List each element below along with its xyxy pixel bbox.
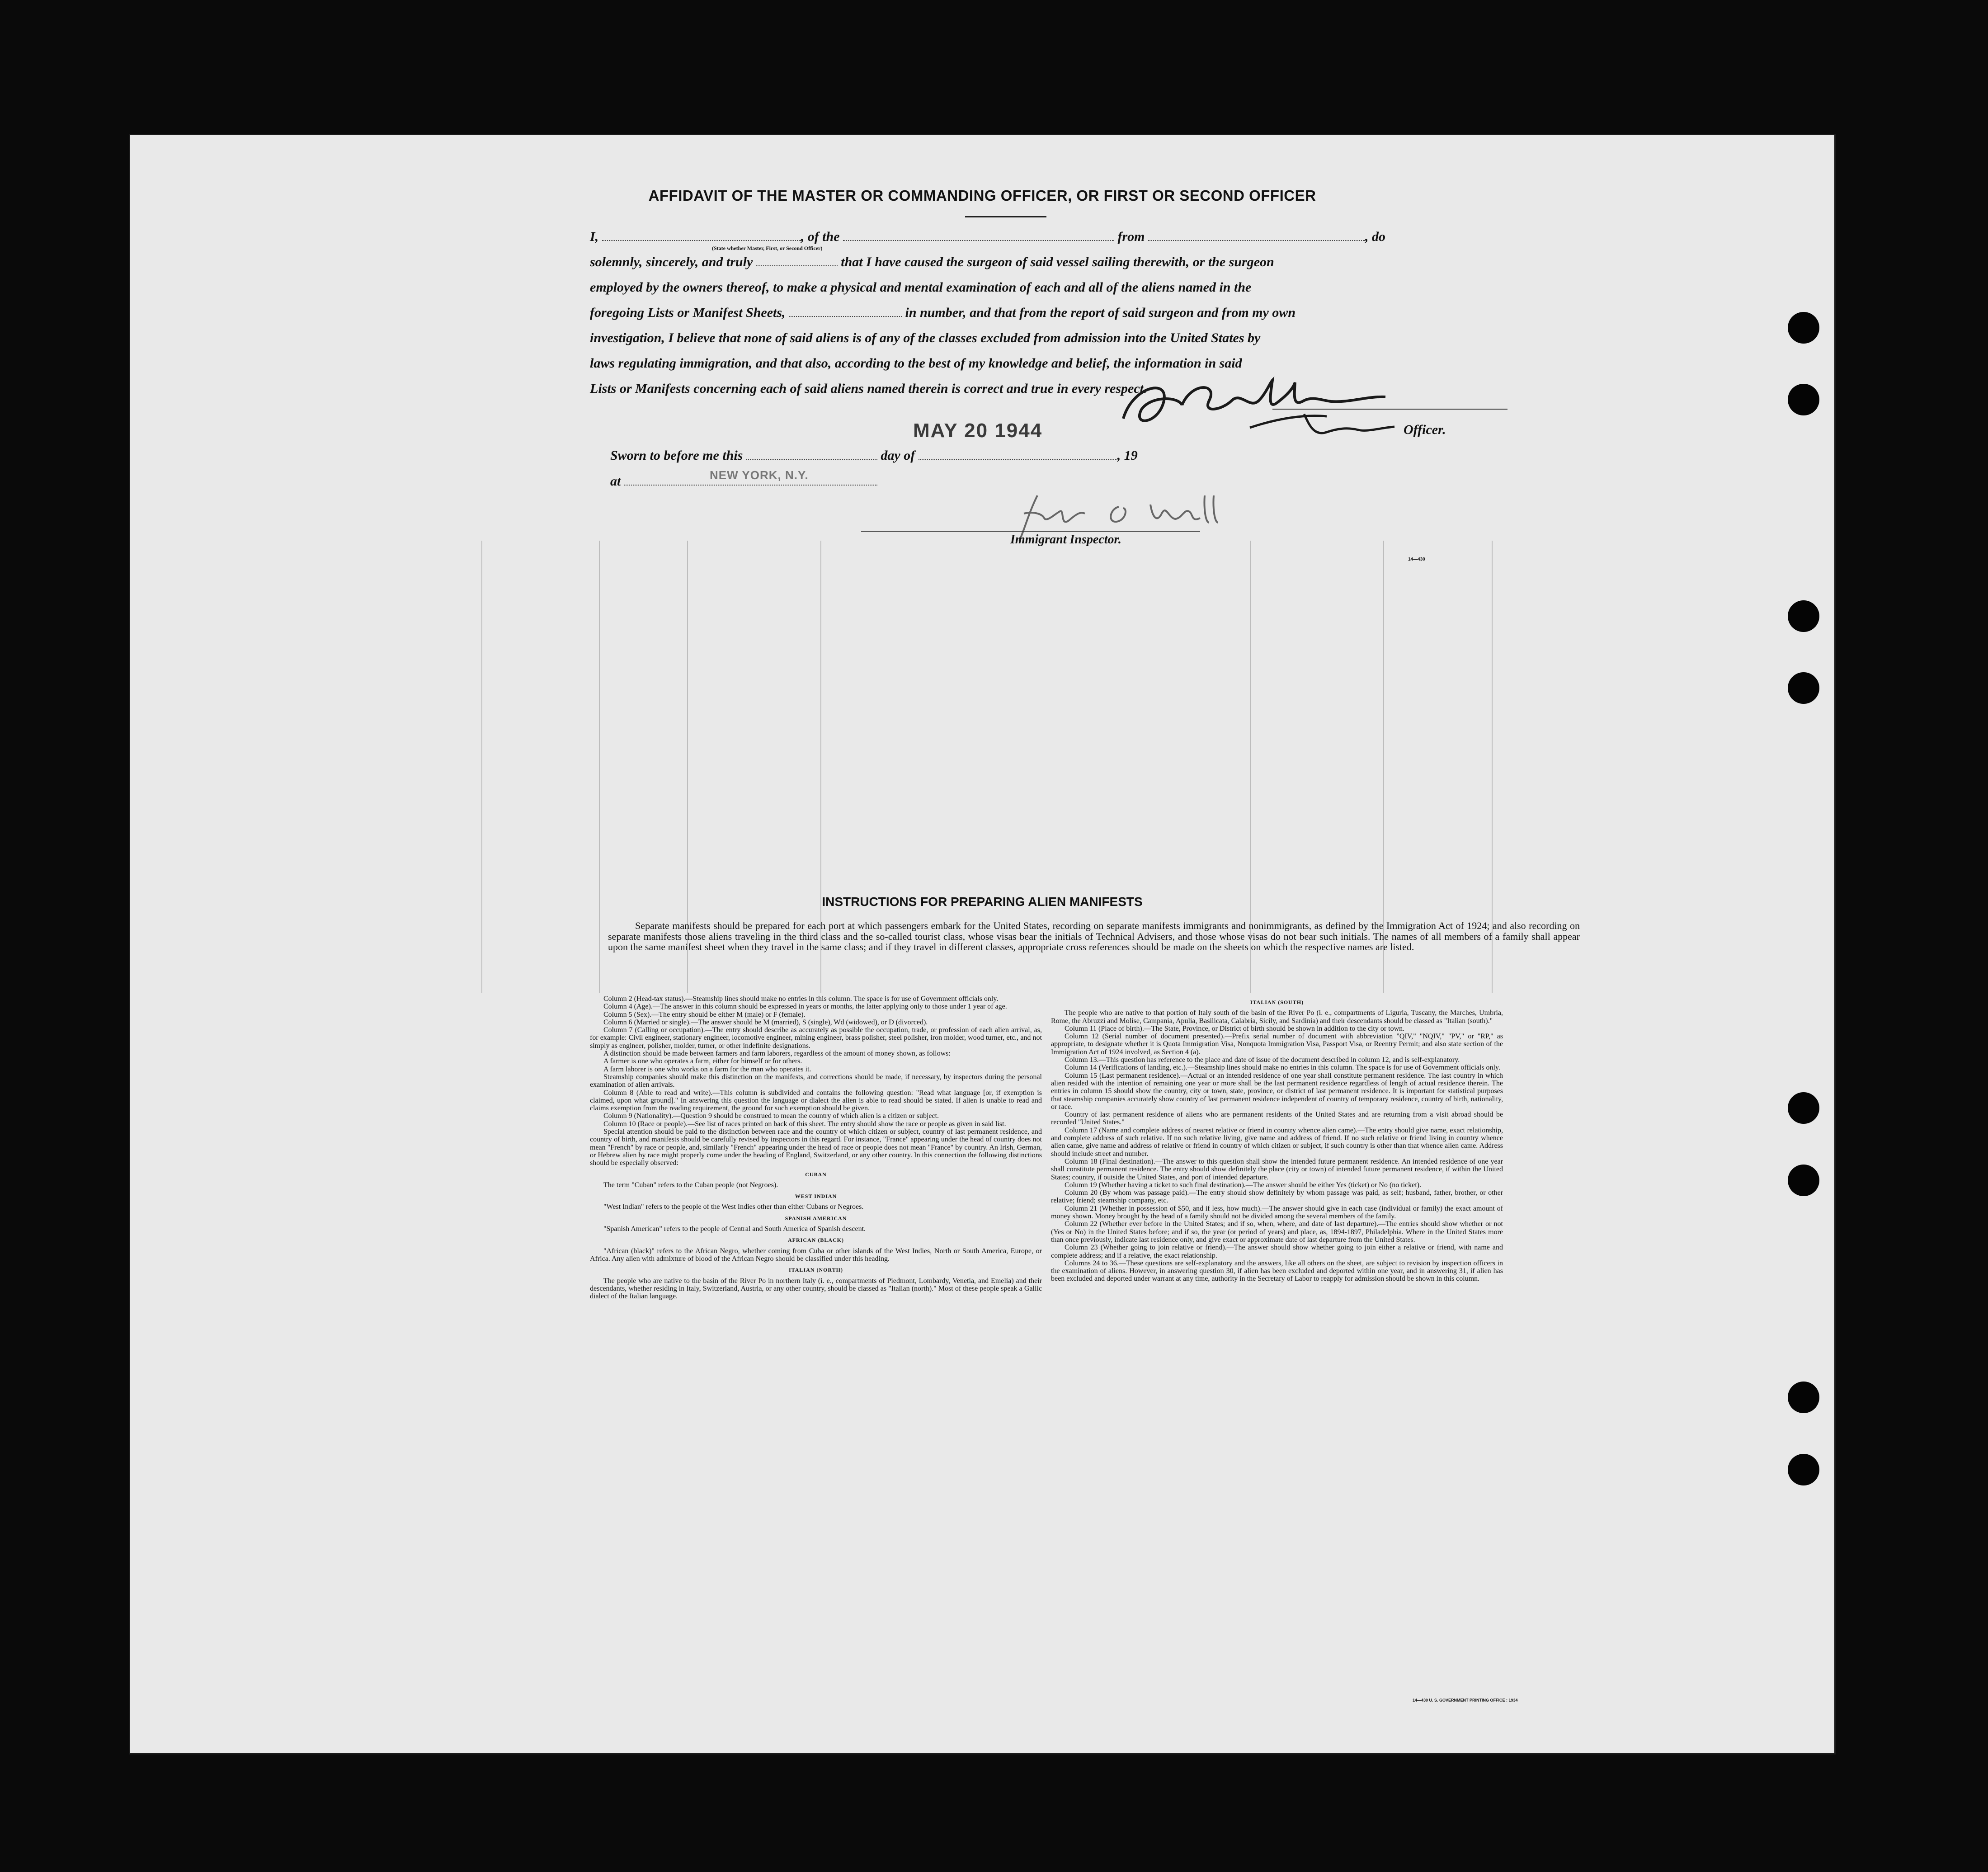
section-text: The people who are native to the basin of the River Po in northern Italy (i. e., compartments of Piedmont, Lombardy, Venetia, and Emelia) and their descendants, whether residing in Italy, Switzerland, Austria, or any other country, should be classed as "Italian (north)." Most of these people speak a Gallic dialect of the Italian language.	[590, 1277, 1042, 1301]
manifest-sheet	[129, 134, 1836, 1754]
instruction-paragraph: Country of last permanent residence of aliens who are permanent residents of the United States and are returning from a visit abroad should be recorded "United States."	[1051, 1111, 1503, 1127]
punch-hole	[1788, 1454, 1819, 1485]
blank-place	[624, 485, 877, 486]
master-signature	[1114, 369, 1512, 446]
officer-label: Officer.	[1404, 422, 1446, 437]
instruction-paragraph: Column 20 (By whom was passage paid).—The entry should show definitely by whom passage was paid, as self; husband, father, brother, or other relative; friend; steamship company, etc.	[1051, 1189, 1503, 1205]
instruction-paragraph: Column 19 (Whether having a ticket to such final destination).—The answer should be either Yes (ticket) or No (no ticket).	[1065, 1181, 1422, 1189]
instruction-paragraph: Column 22 (Whether ever before in the United States; and if so, when, where, and date of last departure).—The entries should show whether or not (Yes or No) in the United States before; and if so, the year (or period of years) and place, as, 1894-1897, Philadelphia. Where in the United States more than once previously, indicate last residence only, and give exact or approximate date of last departure from the United States.	[1051, 1220, 1503, 1244]
text-day-of: day of	[881, 448, 915, 463]
punch-hole	[1788, 312, 1819, 344]
title-rule	[965, 216, 1046, 217]
instruction-paragraph: Column 8 (Able to read and write).—This column is subdivided and contains the following question: "Read what language [or, if exemption is claimed, upon what ground]." In answering this question the language or dialect the alien is able to read should be stated. If alien is unable to read and claims exemption from the reading requirement, the ground for such exemption should be given.	[590, 1089, 1042, 1113]
officer-note: (State whether Master, First, or Second Officer)	[712, 245, 823, 251]
instruction-paragraph: Column 2 (Head-tax status).—Steamship lines should make no entries in this column. The space is for use of Government officials only.	[603, 995, 999, 1003]
text-year: , 19	[1117, 448, 1138, 463]
text-sworn: Sworn to before me this	[610, 448, 743, 463]
affidavit-line-2	[590, 250, 1584, 275]
instructions-right-column	[1051, 995, 1503, 1283]
section-heading: CUBAN	[805, 1171, 827, 1178]
section-text: "Spanish American" refers to the people of Central and South America of Spanish descent.	[603, 1225, 866, 1233]
affidavit-line-3: employed by the owners thereof, to make a physical and mental examination of each and all of the aliens named in the	[590, 280, 1252, 295]
punch-hole	[1788, 1165, 1819, 1196]
instruction-paragraph: Special attention should be paid to the distinction between race and the country of which citizen or subject, country of last permanent residence, and country of birth, and manifests should be carefully revised by inspectors in this regard. For instance, "France" appearing under the head of country does not mean "French" by race or people, and, similarly "French" appearing under the head of race or people does not mean "France" by country. An Irish, German, or Hebrew alien by race might properly come under the heading of England, Switzerland, or any other country. In this connection the following distinctions should be especially observed:	[590, 1128, 1042, 1167]
date-stamp: MAY 20 1944	[913, 420, 1043, 442]
ruled-line	[599, 541, 600, 993]
form-number: 14—430	[1408, 557, 1425, 562]
instruction-paragraph: Column 13.—This question has reference to the place and date of issue of the document described in column 12, and is self-explanatory.	[1065, 1056, 1460, 1064]
section-heading: SPANISH AMERICAN	[785, 1215, 847, 1221]
affidavit-line-6: laws regulating immigration, and that also, according to the best of my knowledge and belief, the information in said	[590, 356, 1242, 371]
instruction-paragraph: Column 9 (Nationality).—Question 9 should be construed to mean the country of which alien is a citizen or subject.	[603, 1112, 939, 1120]
punch-hole	[1788, 384, 1819, 415]
instructions-title: INSTRUCTIONS FOR PREPARING ALIEN MANIFESTS	[822, 895, 1143, 909]
instruction-paragraph: Column 11 (Place of birth).—The State, Province, or District of birth should be shown in addition to the city or town.	[1065, 1024, 1405, 1033]
section-heading: ITALIAN (NORTH)	[788, 1267, 843, 1273]
instruction-paragraph: Column 14 (Verifications of landing, etc.).—Steamship lines should make no entries in this column. The space is for use of Government officials only.	[1065, 1064, 1500, 1072]
instruction-paragraph: A distinction should be made between farmers and farm laborers, regardless of the amount of money shown, as follows:	[603, 1050, 951, 1058]
section-text: "West Indian" refers to the people of the West Indies other than either Cubans or Negroes.	[603, 1203, 864, 1211]
instruction-paragraph: Steamship companies should make this distinction on the manifests, and corrections should be made, if necessary, by inspectors during the personal examination of alien arrivals.	[590, 1073, 1042, 1089]
inspector-signature-line	[861, 531, 1200, 532]
instruction-paragraph: Column 10 (Race or people).—See list of races printed on back of this sheet. The entry should show the race or people as given in said list.	[603, 1120, 1006, 1128]
blank-declare	[756, 265, 838, 266]
instruction-paragraph: The people who are native to that portion of Italy south of the basin of the River Po (i. e., compartments of Liguria, Tuscany, the Marches, Umbria, Rome, the Abruzzi and Molise, Campania, Apulia, Basilicata, Calabria, Sicily, and Sardinia) and their descendants should be classed as "Italian (south)."	[1051, 1009, 1503, 1025]
instruction-paragraph: Columns 24 to 36.—These questions are self-explanatory and the answers, like all others on the sheet, are subject to revision by inspection officers in the examination of aliens. However, in answering question 30, if alien has been excluded and deported within one year, and in answering 31, if alien has been excluded and deported under warrant at any time, authority in the Secretary of Labor to reapply for admission should be shown in this column.	[1051, 1259, 1503, 1283]
instruction-paragraph: Column 23 (Whether going to join relative or friend).—The answer should show whether going to join either a relative or friend, with name and complete address; and if a relative, the exact relationship.	[1051, 1244, 1503, 1259]
section-heading: WEST INDIAN	[795, 1193, 837, 1200]
affidavit-line-5: investigation, I believe that none of said aliens is of any of the classes excluded from admission into the United States by	[590, 330, 1261, 345]
printing-footer: 14—430 U. S. GOVERNMENT PRINTING OFFICE : 1934	[1413, 1698, 1518, 1702]
blank-officer	[602, 240, 801, 241]
instruction-paragraph: Column 6 (Married or single).—The answer should be M (married), S (single), Wd (widowed), or D (divorced).	[603, 1018, 928, 1026]
affidavit-title: AFFIDAVIT OF THE MASTER OR COMMANDING OFFICER, OR FIRST OR SECOND OFFICER	[648, 187, 1316, 204]
instruction-paragraph: Column 4 (Age).—The answer in this column should be expressed in years or months, the latter applying only to those under 1 year of age.	[603, 1003, 1007, 1011]
instructions-left-column	[590, 995, 1042, 1300]
blank-number	[789, 316, 902, 317]
place-stamp: NEW YORK, N.Y.	[710, 468, 809, 482]
instruction-paragraph: A farmer is one who operates a farm, either for himself or for others.	[603, 1057, 802, 1066]
instruction-paragraph: Column 15 (Last permanent residence).—Actual or an intended residence of one year shall constitute permanent residence. The last country in which alien resided with the intention of remaining one year or more shall be the last permanent residence regardless of length of actual residence therein. The entries in column 15 should show the country, city or town, state, province, or district of last permanent residence. It is important for statistical purposes that steamship companies accurately show country of last permanent residence independent of country of temporary residence, country of birth, nationality, or race.	[1051, 1071, 1503, 1111]
blank-vessel	[843, 240, 1114, 241]
punch-hole	[1788, 672, 1819, 704]
text-foregoing: foregoing Lists or Manifest Sheets,	[590, 305, 786, 320]
text-from: from	[1117, 229, 1145, 244]
instruction-paragraph: Column 7 (Calling or occupation).—The entry should describe as accurately as possible the occupation, trade, or profession of each alien arrival, as, for example: Civil engineer, stationary engineer, locomotive engineer, mining engineer, brass polisher, steel polisher, iron molder, wood turner, etc., and not simply as engineer, polisher, molder, turner, or other indefinite designations.	[590, 1026, 1042, 1050]
punch-hole	[1788, 1092, 1819, 1124]
text-in-number: in number, and that from the report of said surgeon and from my own	[905, 305, 1296, 320]
punch-hole	[1788, 1382, 1819, 1413]
instruction-paragraph: Column 18 (Final destination).—The answer to this question shall show the intended future permanent residence. An intended residence of one year shall constitute permanent residence. The entry should show definitely the place (city or town) of intended future permanent residence, if within the United States; country, if outside the United States, and port of intended departure.	[1051, 1157, 1503, 1181]
instruction-paragraph: Column 12 (Serial number of document presented).—Prefix serial number of document with abbreviation "QIV," "NQIV," "PV," or "RP," as appropriate, to designate whether it is Quota Immigration Visa, Nonquota Immigration Visa, Passport Visa, or Reentry Permit; and also state section of the Immigration Act of 1924 involved, as Section 4 (a).	[1051, 1033, 1503, 1056]
blank-month	[919, 459, 1117, 460]
instruction-paragraph: Column 21 (Whether in possession of $50, and if less, how much).—The answer should give in each case (individual or family) the exact amount of money shown. Money brought by the head of a family should not be divided among the several members of the family.	[1051, 1204, 1503, 1221]
text-do: , do	[1365, 229, 1386, 244]
text-of-the: , of the	[801, 229, 840, 244]
affidavit-line-4	[590, 300, 1584, 325]
ruled-line	[481, 541, 482, 993]
punch-hole	[1788, 600, 1819, 632]
section-text: "African (black)" refers to the African Negro, whether coming from Cuba or other islands of the West Indies, North or South America, Europe, or Africa. Any alien with admixture of blood of the African Negro should be classified under this heading.	[590, 1247, 1042, 1263]
section-text: The term "Cuban" refers to the Cuban people (not Negroes).	[603, 1181, 778, 1189]
blank-day	[746, 459, 877, 460]
affidavit-line-7: Lists or Manifests concerning each of said aliens named therein is correct and true in every respect.	[590, 381, 1147, 396]
section-heading: ITALIAN (SOUTH)	[1250, 999, 1304, 1005]
blank-port	[1148, 240, 1365, 241]
section-heading: AFRICAN (BLACK)	[788, 1237, 844, 1244]
text-i: I,	[590, 229, 599, 244]
inspector-label: Immigrant Inspector.	[1010, 533, 1121, 547]
instructions-intro: Separate manifests should be prepared for each port at which passengers embark for the United States, recording on separate manifests immigrants and nonimmigrants, as defined by the Immigration Act of 1924; and also recording on separate manifests those aliens traveling in the third class and the so-called tourist class, whose visas bear the initials of Technical Advisers, and those whose visas do not bear such initials. The names of all members of a family shall appear upon the same manifest sheet when they travel in the same class; and if they travel in different classes, appropriate cross references should be made on the sheets on which the respective names are listed.	[608, 920, 1580, 953]
text-caused-surgeon: that I have caused the surgeon of said vessel sailing therewith, or the surgeon	[841, 255, 1274, 269]
text-solemnly: solemnly, sincerely, and truly	[590, 255, 753, 269]
instruction-paragraph: Column 5 (Sex).—The entry should be either M (male) or F (female).	[603, 1010, 806, 1019]
instruction-paragraph: A farm laborer is one who works on a farm for the man who operates it.	[603, 1065, 811, 1073]
instruction-paragraph: Column 17 (Name and complete address of nearest relative or friend in country whence alien came).—The entry should give name, exact relationship, and complete address of such relative. If no such relative living, give name and address of friend. If no such relative or friend living in country whence alien came, give name and address of relative or friend in country of which citizen or subject, if such country is other than that whence alien came. Address should include street and number.	[1051, 1126, 1503, 1158]
officer-signature-line	[1272, 409, 1507, 410]
sworn-line	[610, 448, 1138, 463]
text-at: at	[610, 474, 621, 489]
